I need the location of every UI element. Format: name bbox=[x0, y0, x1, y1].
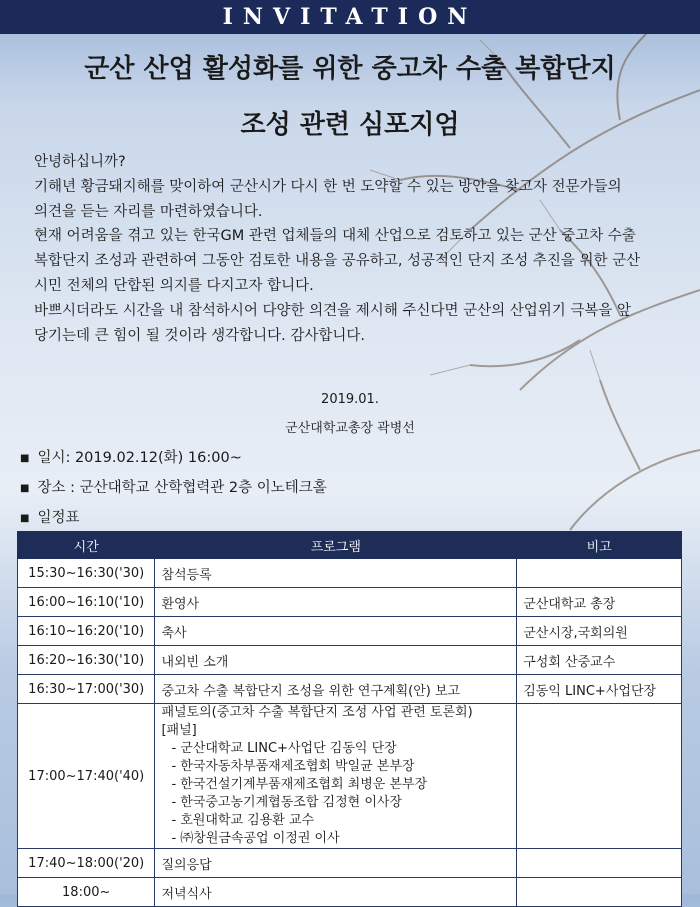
panel-member: - 군산대학교 LINC+사업단 김동익 단장 bbox=[171, 741, 397, 756]
row-program: 내외빈 소개 bbox=[155, 646, 517, 675]
row-note: 군산시장,국회의원 bbox=[517, 617, 682, 646]
row-note bbox=[517, 878, 682, 907]
panel-member: - 한국자동차부품재제조협회 박일균 본부장 bbox=[171, 759, 415, 774]
panel-label: [패널] bbox=[161, 723, 197, 738]
table-row bbox=[18, 559, 682, 588]
table-row bbox=[18, 588, 682, 617]
row-program: 중고차 수출 복합단지 조성을 위한 연구계획(안) 보고 bbox=[155, 675, 517, 704]
row-time: 17:00~17:40('40) bbox=[18, 704, 155, 849]
invitation-body bbox=[34, 150, 674, 348]
row-note: 김동익 LINC+사업단장 bbox=[517, 675, 682, 704]
row-program-panel bbox=[155, 704, 517, 849]
info-datetime bbox=[20, 446, 242, 467]
body-line: 안녕하십니까? bbox=[34, 154, 126, 170]
bullet-icon: ■ bbox=[20, 482, 30, 494]
bullet-icon: ■ bbox=[20, 452, 30, 464]
header-program: 프로그램 bbox=[155, 532, 517, 559]
body-line: 의견을 듣는 자리를 마련하였습니다. bbox=[34, 203, 263, 220]
row-time: 16:20~16:30('10) bbox=[18, 646, 155, 675]
signature-date: 2019.01. bbox=[321, 392, 379, 407]
table-row bbox=[18, 849, 682, 878]
body-line: 기해년 황금돼지해를 맞이하여 군산시가 다시 한 번 도약할 수 있는 방안을 찾고자 전문가들의 bbox=[34, 178, 622, 195]
panel-member: - 한국건설기계부품재제조협회 최병운 본부장 bbox=[171, 777, 428, 792]
table-row bbox=[18, 646, 682, 675]
body-line: 시민 전체의 단합된 의지를 다지고자 합니다. bbox=[34, 277, 314, 294]
body-line: 복합단지 조성과 관련하여 그동안 검토한 내용을 공유하고, 성공적인 단지 조성 추진을 위한 군산 bbox=[34, 253, 641, 270]
schedule-table bbox=[17, 531, 682, 907]
datetime-text: 일시: 2019.02.12(화) 16:00~ bbox=[37, 450, 242, 466]
header-note: 비고 bbox=[517, 532, 682, 559]
header-time: 시간 bbox=[18, 532, 155, 559]
info-schedule-label bbox=[20, 506, 79, 527]
body-line: 현재 어려움을 겪고 있는 한국GM 관련 업체들의 대체 산업으로 검토하고 있는 군산 중고차 수출 bbox=[34, 228, 636, 245]
table-row bbox=[18, 878, 682, 907]
row-note bbox=[517, 559, 682, 588]
panel-member: - ㈜창원금속공업 이정권 이사 bbox=[171, 831, 340, 846]
row-time: 17:40~18:00('20) bbox=[18, 849, 155, 878]
table-row bbox=[18, 617, 682, 646]
invitation-banner: INVITATION bbox=[0, 0, 700, 34]
row-time: 15:30~16:30('30) bbox=[18, 559, 155, 588]
panel-title: 패널토의(중고차 수출 복합단지 조성 사업 관련 토론회) bbox=[161, 705, 473, 720]
panel-member: - 호원대학교 김용환 교수 bbox=[171, 813, 315, 828]
row-time: 16:30~17:00('30) bbox=[18, 675, 155, 704]
table-row-panel bbox=[18, 704, 682, 849]
row-program: 질의응답 bbox=[155, 849, 517, 878]
row-program: 환영사 bbox=[155, 588, 517, 617]
bullet-icon: ■ bbox=[20, 512, 30, 524]
row-time: 16:10~16:20('10) bbox=[18, 617, 155, 646]
row-note bbox=[517, 704, 682, 849]
row-program: 저녁식사 bbox=[155, 878, 517, 907]
body-line: 바쁘시더라도 시간을 내 참석하시어 다양한 의견을 제시해 주신다면 군산의 산업위기 극복을 앞 bbox=[34, 302, 631, 319]
title-line-1: 군산 산업 활성화를 위한 중고차 수출 복합단지 bbox=[84, 54, 616, 84]
row-program: 축사 bbox=[155, 617, 517, 646]
row-note: 구성회 산중교수 bbox=[517, 646, 682, 675]
table-header-row bbox=[18, 532, 682, 559]
body-line: 당기는데 큰 힘이 될 것이라 생각합니다. 감사합니다. bbox=[34, 327, 366, 344]
info-venue bbox=[20, 476, 327, 497]
venue-text: 장소 : 군산대학교 산학협력관 2층 이노테크홀 bbox=[37, 480, 327, 496]
row-program: 참석등록 bbox=[155, 559, 517, 588]
title-line-2: 조성 관련 심포지엄 bbox=[240, 110, 460, 140]
panel-member: - 한국중고농기계협동조합 김정현 이사장 bbox=[171, 795, 403, 810]
signature-signer: 군산대학교총장 곽병선 bbox=[285, 421, 415, 436]
schedule-label-text: 일정표 bbox=[37, 510, 80, 526]
row-note: 군산대학교 총장 bbox=[517, 588, 682, 617]
table-row bbox=[18, 675, 682, 704]
row-time: 16:00~16:10('10) bbox=[18, 588, 155, 617]
row-time: 18:00~ bbox=[18, 878, 155, 907]
row-note bbox=[517, 849, 682, 878]
